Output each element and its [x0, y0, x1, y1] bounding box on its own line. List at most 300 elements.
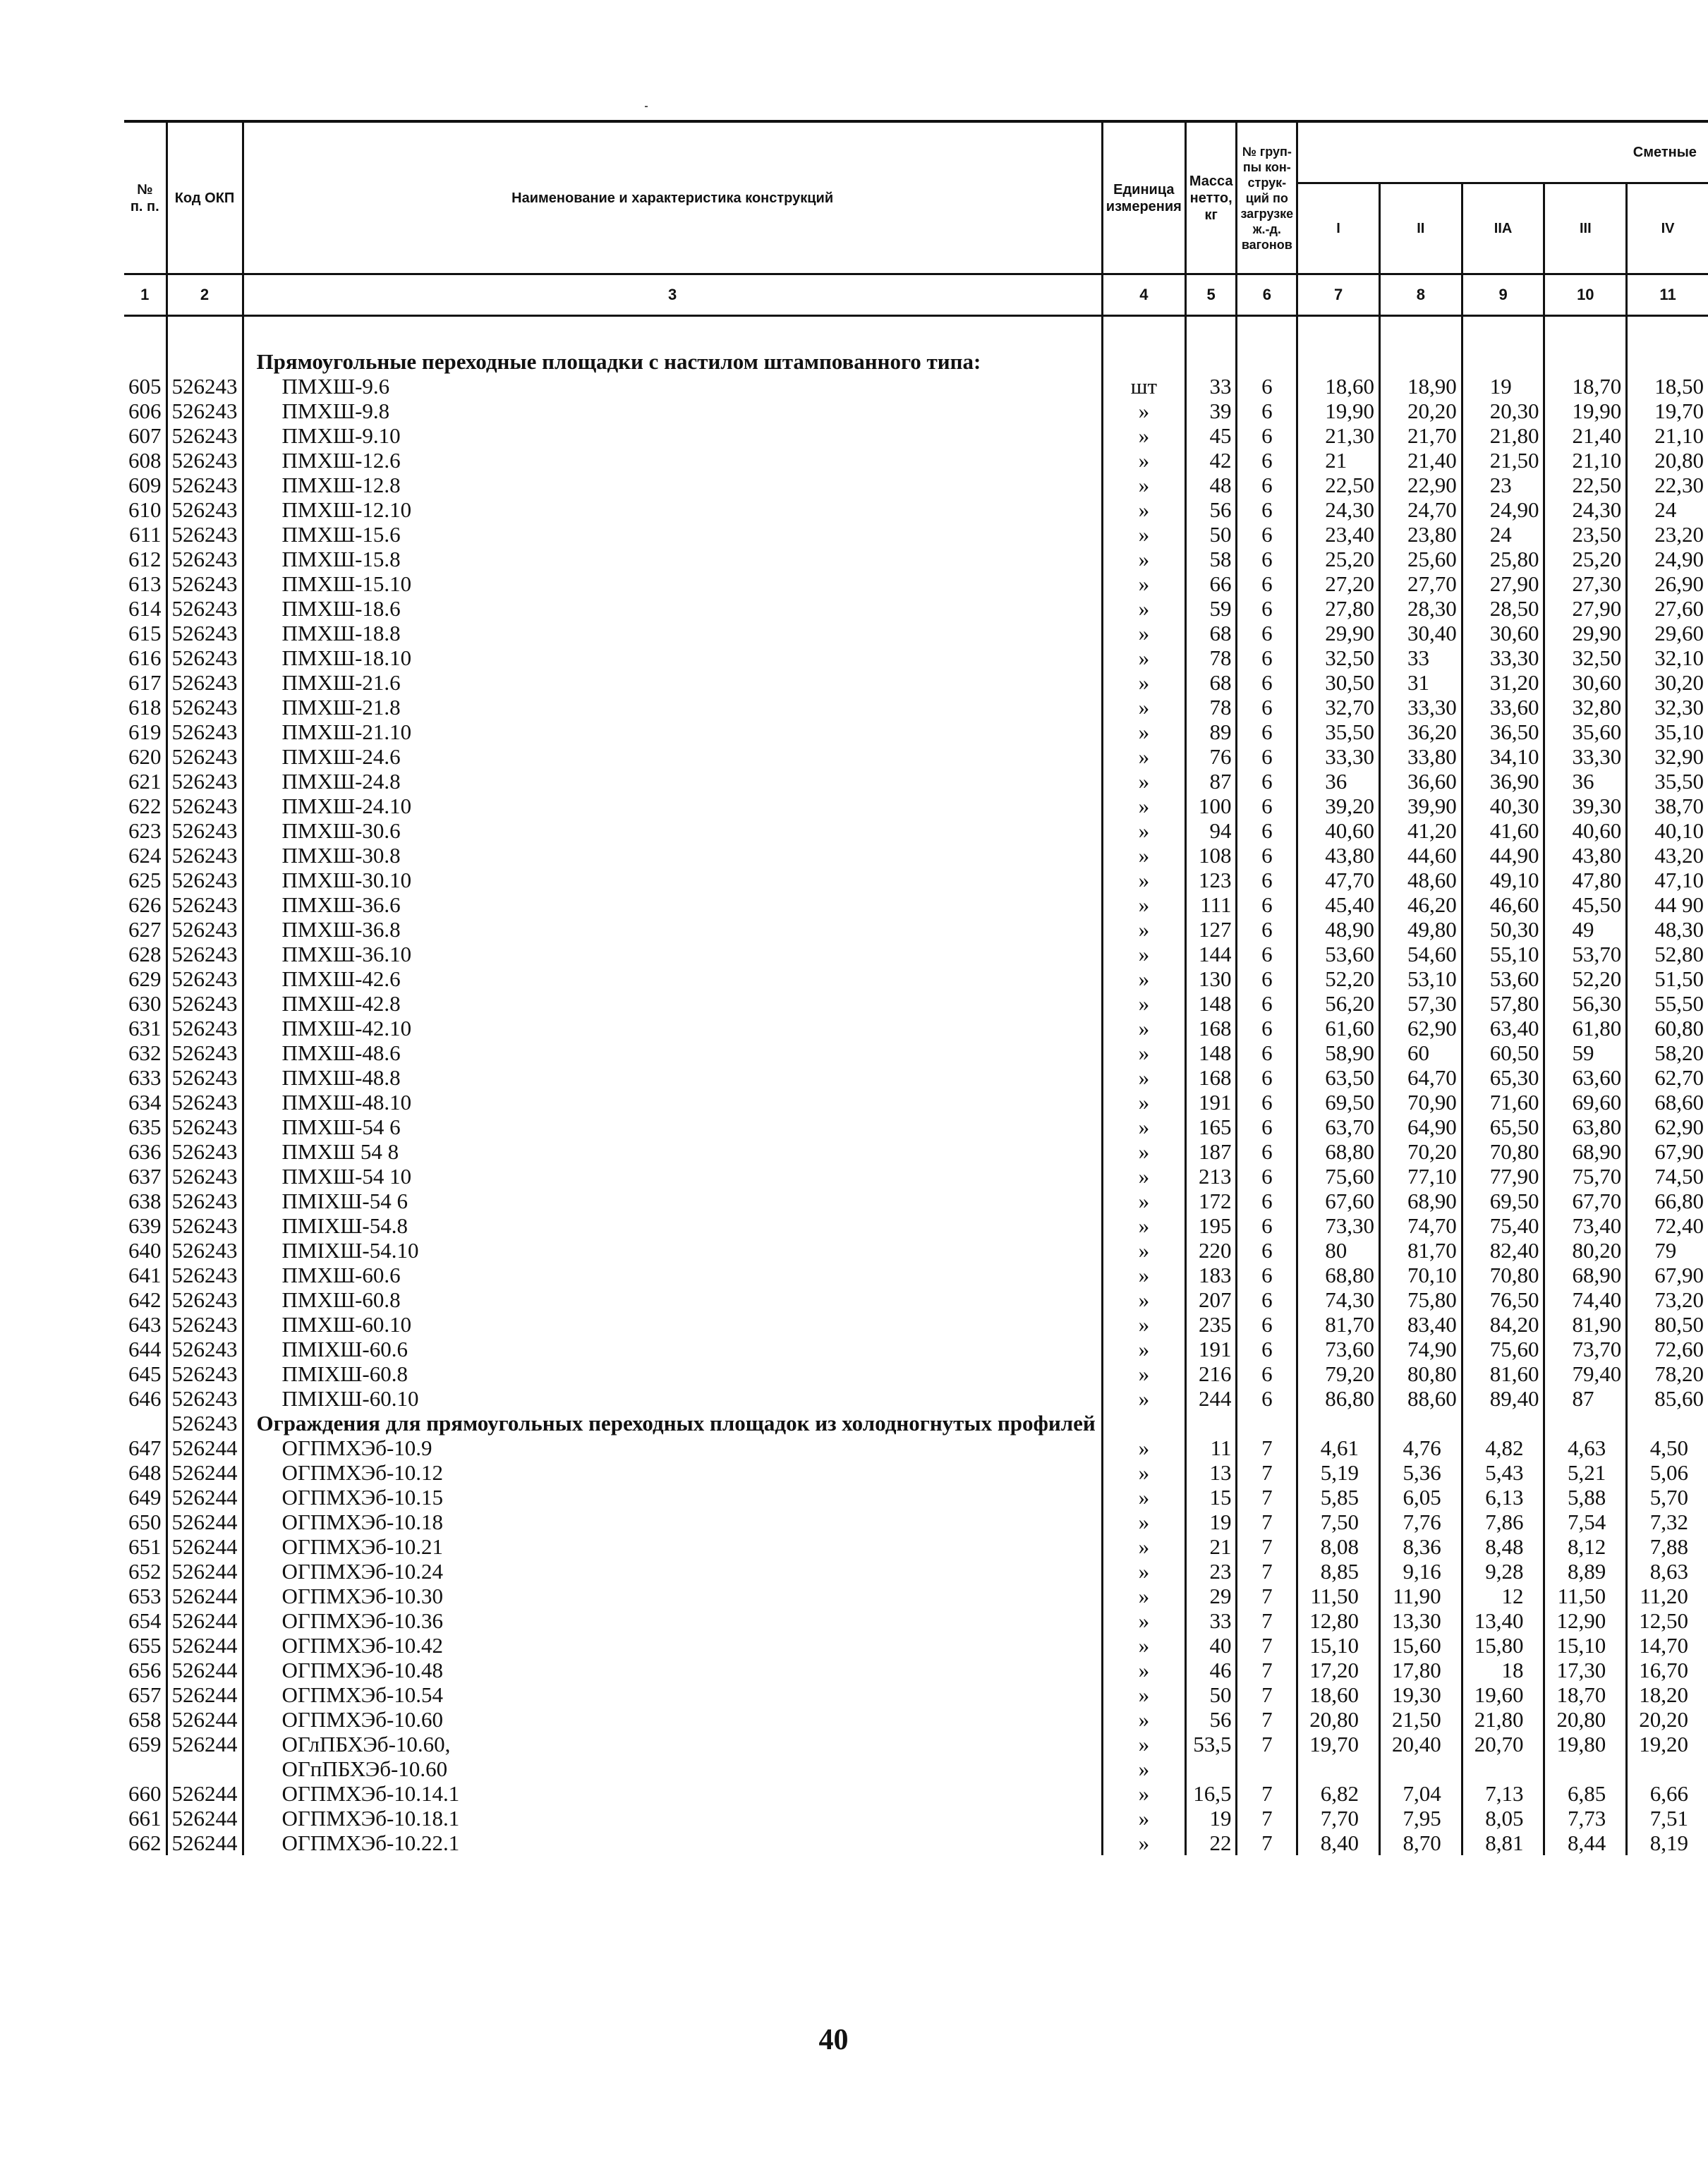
cell-number: 614 [128, 596, 162, 621]
cell-name: ПМХШ-30.6 [243, 818, 1102, 843]
cell-price-iia: 4,82 [1462, 1435, 1544, 1460]
cell-unit: » [1102, 1164, 1185, 1189]
cell-okp-code: 526244 [166, 1460, 243, 1485]
cell-price-iv: 32,30 [1627, 695, 1708, 720]
cell-price-iia: 25,80 [1462, 547, 1544, 571]
cell-price-iii: 21,40 [1544, 423, 1627, 448]
cell-name: ОГПМХЭб-10.12 [243, 1460, 1102, 1485]
cell-price-iv: 21,10 [1627, 423, 1708, 448]
empty-cell [243, 316, 1102, 350]
cell-mass: 235 [1185, 1312, 1237, 1337]
cell-number: 612 [128, 547, 162, 571]
empty-cell [1544, 349, 1627, 374]
cell-price-iii: 80,20 [1544, 1238, 1627, 1263]
table-row [124, 1164, 1708, 1189]
cell-price-iia: 65,50 [1462, 1115, 1544, 1139]
table-body [124, 316, 1708, 1856]
section-code: 526243 [166, 1411, 243, 1435]
section-code [166, 349, 243, 374]
cell-unit: » [1102, 695, 1185, 720]
cell-okp-code [166, 1756, 243, 1781]
cell-price-iii: 43,80 [1544, 843, 1627, 868]
cell-unit: » [1102, 942, 1185, 966]
cell-unit: » [1102, 1682, 1185, 1707]
cell-number: 656 [128, 1658, 162, 1682]
header-price-col: IIA [1462, 183, 1544, 274]
cell-name: ПМХШ-42.6 [243, 966, 1102, 991]
section-title-row [124, 1411, 1708, 1435]
empty-cell [1237, 349, 1297, 374]
cell-price-iv: 47,10 [1627, 868, 1708, 892]
cell-mass: 220 [1185, 1238, 1237, 1263]
cell-price-iv: 52,80 [1627, 942, 1708, 966]
table-row [124, 670, 1708, 695]
cell-number: 627 [128, 917, 162, 942]
cell-price-iv: 18,20 [1627, 1682, 1708, 1707]
cell-price-iii: 63,80 [1544, 1115, 1627, 1139]
section-title: Ограждения для прямоугольных переходных площадок из холодногнутых профилей [243, 1411, 1102, 1435]
cell-price-iv: 72,40 [1627, 1213, 1708, 1238]
cell-name: ПМХШ-15.8 [243, 547, 1102, 571]
cell-price-ii: 44,60 [1379, 843, 1462, 868]
cell-price-iii: 36 [1544, 769, 1627, 794]
cell-number: 631 [128, 1016, 162, 1040]
cell-number: 635 [128, 1115, 162, 1139]
cell-mass: 123 [1185, 868, 1237, 892]
cell-number: 607 [128, 423, 162, 448]
cell-okp-code: 526243 [166, 868, 243, 892]
cell-price-ii: 62,90 [1379, 1016, 1462, 1040]
cell-name: ПМХШ-36.10 [243, 942, 1102, 966]
cell-price-i: 56,20 [1297, 991, 1380, 1016]
table-row [124, 423, 1708, 448]
table-row [124, 1756, 1708, 1781]
cell-price-iia: 75,40 [1462, 1213, 1544, 1238]
cell-price-iia: 44,90 [1462, 843, 1544, 868]
cell-group: 6 [1237, 917, 1297, 942]
cell-price-iii: 5,21 [1544, 1460, 1627, 1485]
cell-mass: 216 [1185, 1361, 1237, 1386]
cell-number: 634 [128, 1090, 162, 1115]
cell-price-i: 18,60 [1297, 374, 1380, 399]
cell-okp-code: 526244 [166, 1806, 243, 1831]
cell-price-iia: 76,50 [1462, 1287, 1544, 1312]
cell-price-ii: 19,30 [1379, 1682, 1462, 1707]
cell-unit: » [1102, 1781, 1185, 1806]
cell-unit: » [1102, 1115, 1185, 1139]
cell-number: 617 [128, 670, 162, 695]
cell-price-i: 27,20 [1297, 571, 1380, 596]
cell-price-iia: 7,86 [1462, 1510, 1544, 1534]
cell-price-i: 25,20 [1297, 547, 1380, 571]
cell-name: ПМIХШ-60.8 [243, 1361, 1102, 1386]
cell-number: 647 [128, 1435, 162, 1460]
cell-price-ii: 54,60 [1379, 942, 1462, 966]
empty-cell [1185, 349, 1237, 374]
cell-price-iia: 63,40 [1462, 1016, 1544, 1040]
cell-okp-code: 526243 [166, 744, 243, 769]
cell-price-iia: 57,80 [1462, 991, 1544, 1016]
empty-cell [1627, 349, 1708, 374]
table-row [124, 843, 1708, 868]
cell-price-i: 52,20 [1297, 966, 1380, 991]
cell-group [1237, 1756, 1297, 1781]
cell-price-iii: 29,90 [1544, 621, 1627, 645]
cell-unit: » [1102, 448, 1185, 473]
cell-unit: » [1102, 1263, 1185, 1287]
cell-name: ОГПМХЭб-10.18.1 [243, 1806, 1102, 1831]
table-row [124, 1806, 1708, 1831]
table-row [124, 720, 1708, 744]
cell-price-ii: 48,60 [1379, 868, 1462, 892]
cell-mass: 59 [1185, 596, 1237, 621]
cell-price-iia: 55,10 [1462, 942, 1544, 966]
cell-number: 628 [128, 942, 162, 966]
table-row [124, 547, 1708, 571]
table-row [124, 1115, 1708, 1139]
cell-number: 624 [128, 843, 162, 868]
cell-price-i: 4,61 [1297, 1435, 1380, 1460]
cell-okp-code: 526243 [166, 374, 243, 399]
cell-price-iv: 20,20 [1627, 1707, 1708, 1732]
cell-number: 659 [128, 1732, 162, 1756]
table-row [124, 1608, 1708, 1633]
cell-price-iia: 30,60 [1462, 621, 1544, 645]
cell-price-iii: 47,80 [1544, 868, 1627, 892]
cell-okp-code: 526243 [166, 966, 243, 991]
cell-price-iv: 5,70 [1627, 1485, 1708, 1510]
table-row [124, 1287, 1708, 1312]
cell-price-iii: 33,30 [1544, 744, 1627, 769]
cell-group: 6 [1237, 1361, 1297, 1386]
cell-okp-code: 526243 [166, 522, 243, 547]
cell-price-ii: 81,70 [1379, 1238, 1462, 1263]
cell-price-iia: 5,43 [1462, 1460, 1544, 1485]
cell-unit: » [1102, 868, 1185, 892]
cell-name: ОГПМХЭб-10.21 [243, 1534, 1102, 1559]
cell-name: ПМХШ-12.6 [243, 448, 1102, 473]
cell-price-i: 73,30 [1297, 1213, 1380, 1238]
cell-price-iv: 4,50 [1627, 1435, 1708, 1460]
cell-price-ii: 36,60 [1379, 769, 1462, 794]
cell-price-i: 32,70 [1297, 695, 1380, 720]
cell-price-iia: 8,81 [1462, 1831, 1544, 1855]
cell-mass: 78 [1185, 645, 1237, 670]
cell-price-iv: 19,20 [1627, 1732, 1708, 1756]
cell-price-ii: 24,70 [1379, 497, 1462, 522]
cell-unit: » [1102, 1386, 1185, 1411]
cell-unit: » [1102, 1065, 1185, 1090]
cell-name: ПМХШ-30.10 [243, 868, 1102, 892]
cell-okp-code: 526244 [166, 1732, 243, 1756]
cell-mass: 148 [1185, 1040, 1237, 1065]
header-col-number: 8 [1379, 274, 1462, 316]
table-row [124, 1633, 1708, 1658]
cell-mass: 33 [1185, 374, 1237, 399]
cell-price-iia: 9,28 [1462, 1559, 1544, 1584]
cell-price-i: 32,50 [1297, 645, 1380, 670]
cell-price-i: 29,90 [1297, 621, 1380, 645]
empty-cell [124, 316, 166, 350]
cell-okp-code: 526243 [166, 991, 243, 1016]
cell-number: 616 [128, 645, 162, 670]
cell-mass: 56 [1185, 497, 1237, 522]
cell-price-i: 79,20 [1297, 1361, 1380, 1386]
cell-price-iv: 55,50 [1627, 991, 1708, 1016]
cell-price-iia: 24 [1462, 522, 1544, 547]
cell-unit: » [1102, 1189, 1185, 1213]
cell-price-iv: 8,19 [1627, 1831, 1708, 1855]
cell-price-i: 47,70 [1297, 868, 1380, 892]
cell-mass: 191 [1185, 1090, 1237, 1115]
cell-mass: 168 [1185, 1016, 1237, 1040]
cell-group: 7 [1237, 1485, 1297, 1510]
cell-price-i: 35,50 [1297, 720, 1380, 744]
table-row [124, 1189, 1708, 1213]
cell-price-ii: 36,20 [1379, 720, 1462, 744]
table-row [124, 991, 1708, 1016]
table-row [124, 374, 1708, 399]
cell-unit: » [1102, 670, 1185, 695]
cell-name: ПМХШ-60.8 [243, 1287, 1102, 1312]
cell-price-i: 43,80 [1297, 843, 1380, 868]
cell-mass: 23 [1185, 1559, 1237, 1584]
cell-mass: 13 [1185, 1460, 1237, 1485]
cell-price-iii: 24,30 [1544, 497, 1627, 522]
cell-price-i: 23,40 [1297, 522, 1380, 547]
cell-group: 6 [1237, 423, 1297, 448]
cell-price-iia: 75,60 [1462, 1337, 1544, 1361]
header-col-number: 11 [1627, 274, 1708, 316]
cell-number: 638 [128, 1189, 162, 1213]
table-row [124, 1040, 1708, 1065]
cell-price-ii: 25,60 [1379, 547, 1462, 571]
column-number-row [124, 274, 1708, 316]
cell-price-ii: 8,36 [1379, 1534, 1462, 1559]
cell-price-iv: 20,80 [1627, 448, 1708, 473]
cell-price-i: 30,50 [1297, 670, 1380, 695]
cell-price-iii: 63,60 [1544, 1065, 1627, 1090]
cell-name: ОГПМХЭб-10.54 [243, 1682, 1102, 1707]
cell-price-iia: 12 [1462, 1584, 1544, 1608]
cell-mass: 108 [1185, 843, 1237, 868]
header-col-number: 6 [1237, 274, 1297, 316]
cell-number: 632 [128, 1040, 162, 1065]
cell-price-iia: 50,30 [1462, 917, 1544, 942]
cell-name: ПМХШ-24.10 [243, 794, 1102, 818]
cell-okp-code: 526243 [166, 399, 243, 423]
cell-price-iia: 40,30 [1462, 794, 1544, 818]
cell-name: ПМХШ-54 6 [243, 1115, 1102, 1139]
cell-mass: 168 [1185, 1065, 1237, 1090]
cell-price-iia: 81,60 [1462, 1361, 1544, 1386]
cell-number: 618 [128, 695, 162, 720]
cell-number: 648 [128, 1460, 162, 1485]
cell-group: 6 [1237, 473, 1297, 497]
cell-group: 6 [1237, 843, 1297, 868]
cell-price-i: 74,30 [1297, 1287, 1380, 1312]
cell-name: ОГлПБХЭб-10.60, [243, 1732, 1102, 1756]
cell-name: ПМХШ-48.6 [243, 1040, 1102, 1065]
cell-group: 6 [1237, 1312, 1297, 1337]
cell-group: 6 [1237, 1213, 1297, 1238]
cell-price-ii [1379, 1756, 1462, 1781]
cell-price-i: 68,80 [1297, 1263, 1380, 1287]
cell-price-i: 5,85 [1297, 1485, 1380, 1510]
cell-mass: 111 [1185, 892, 1237, 917]
cell-price-ii: 5,36 [1379, 1460, 1462, 1485]
cell-number: 644 [128, 1337, 162, 1361]
cell-price-iii: 49 [1544, 917, 1627, 942]
cell-unit: » [1102, 1584, 1185, 1608]
cell-number: 629 [128, 966, 162, 991]
cell-price-iv: 29,60 [1627, 621, 1708, 645]
cell-price-i: 48,90 [1297, 917, 1380, 942]
table-row [124, 942, 1708, 966]
cell-okp-code: 526243 [166, 1016, 243, 1040]
cell-price-iv: 5,06 [1627, 1460, 1708, 1485]
cell-mass: 191 [1185, 1337, 1237, 1361]
cell-price-iv: 48,30 [1627, 917, 1708, 942]
cell-okp-code: 526244 [166, 1584, 243, 1608]
cell-unit: » [1102, 1485, 1185, 1510]
cell-name: ОГПМХЭб-10.42 [243, 1633, 1102, 1658]
cell-number: 662 [128, 1831, 162, 1855]
spacer-row [124, 316, 1708, 350]
cell-group: 6 [1237, 744, 1297, 769]
cell-unit: » [1102, 1707, 1185, 1732]
cell-name: ПМХШ-36.6 [243, 892, 1102, 917]
table-row [124, 1707, 1708, 1732]
page-number: 40 [818, 2024, 849, 2056]
empty-cell [1297, 349, 1380, 374]
cell-name: ПМХШ-42.8 [243, 991, 1102, 1016]
cell-unit: » [1102, 1213, 1185, 1238]
cell-okp-code: 526243 [166, 1361, 243, 1386]
table-row [124, 571, 1708, 596]
cell-price-iv: 58,20 [1627, 1040, 1708, 1065]
cell-okp-code: 526243 [166, 645, 243, 670]
cell-number: 652 [128, 1559, 162, 1584]
cell-number: 645 [128, 1361, 162, 1386]
cell-price-iia: 36,50 [1462, 720, 1544, 744]
cell-mass: 100 [1185, 794, 1237, 818]
cell-price-i: 45,40 [1297, 892, 1380, 917]
empty-cell [1185, 1411, 1237, 1435]
cell-name: ОГПМХЭб-10.48 [243, 1658, 1102, 1682]
cell-number: 633 [128, 1065, 162, 1090]
cell-price-i: 63,70 [1297, 1115, 1380, 1139]
cell-mass: 89 [1185, 720, 1237, 744]
cell-price-ii: 20,20 [1379, 399, 1462, 423]
cell-price-ii: 13,30 [1379, 1608, 1462, 1633]
cell-price-iii: 8,89 [1544, 1559, 1627, 1584]
cell-price-iia: 23 [1462, 473, 1544, 497]
empty-cell [1297, 316, 1380, 350]
cell-price-i: 24,30 [1297, 497, 1380, 522]
cell-unit: » [1102, 1361, 1185, 1386]
cell-group: 7 [1237, 1435, 1297, 1460]
cell-price-ii: 88,60 [1379, 1386, 1462, 1411]
cell-price-i: 67,60 [1297, 1189, 1380, 1213]
cell-name: ПМХШ-48.8 [243, 1065, 1102, 1090]
cell-price-iii: 12,90 [1544, 1608, 1627, 1633]
cell-group: 6 [1237, 794, 1297, 818]
empty-cell [124, 1411, 166, 1435]
cell-price-iia: 84,20 [1462, 1312, 1544, 1337]
cell-group: 7 [1237, 1510, 1297, 1534]
cell-price-iv [1627, 1756, 1708, 1781]
cell-price-iii: 79,40 [1544, 1361, 1627, 1386]
header-group: № груп- пы кон- струк- ций по загрузке ж.-д. вагонов [1237, 121, 1297, 274]
cell-name: ОГПМХЭб-10.36 [243, 1608, 1102, 1633]
cell-price-iii: 73,40 [1544, 1213, 1627, 1238]
cell-price-ii: 70,20 [1379, 1139, 1462, 1164]
cell-okp-code: 526244 [166, 1658, 243, 1682]
cell-price-i [1297, 1756, 1380, 1781]
cell-price-iv: 66,80 [1627, 1189, 1708, 1213]
cell-price-iia: 69,50 [1462, 1189, 1544, 1213]
cell-name: ПМХШ-24.8 [243, 769, 1102, 794]
cell-number: 654 [128, 1608, 162, 1633]
cell-name: ПМХШ-54 10 [243, 1164, 1102, 1189]
cell-name: ПМХШ-9.6 [243, 374, 1102, 399]
cell-price-iia: 21,80 [1462, 1707, 1544, 1732]
cell-price-i: 27,80 [1297, 596, 1380, 621]
cell-group: 6 [1237, 720, 1297, 744]
cell-price-iv: 78,20 [1627, 1361, 1708, 1386]
cell-name: ПМХШ-12.8 [243, 473, 1102, 497]
cell-mass: 22 [1185, 1831, 1237, 1855]
cell-price-iia: 18 [1462, 1658, 1544, 1682]
cell-price-iia: 70,80 [1462, 1263, 1544, 1287]
table-row [124, 769, 1708, 794]
cell-mass: 42 [1185, 448, 1237, 473]
cell-price-iv: 72,60 [1627, 1337, 1708, 1361]
cell-group: 6 [1237, 868, 1297, 892]
cell-group: 6 [1237, 497, 1297, 522]
cell-price-iii: 20,80 [1544, 1707, 1627, 1732]
cell-name: ПМХШ 54 8 [243, 1139, 1102, 1164]
table-header [124, 121, 1708, 316]
table-row [124, 596, 1708, 621]
cell-name: ПМХШ-42.10 [243, 1016, 1102, 1040]
header-unit: Единица измерения [1102, 121, 1185, 274]
cell-price-iii: 5,88 [1544, 1485, 1627, 1510]
cell-price-ii: 83,40 [1379, 1312, 1462, 1337]
cell-price-iv: 38,70 [1627, 794, 1708, 818]
cell-okp-code: 526243 [166, 843, 243, 868]
cell-price-ii: 33 [1379, 645, 1462, 670]
cell-price-iv: 24 [1627, 497, 1708, 522]
cell-price-iii: 6,85 [1544, 1781, 1627, 1806]
cell-name: ПМХШ-18.8 [243, 621, 1102, 645]
cell-okp-code: 526243 [166, 1213, 243, 1238]
cell-price-iii: 87 [1544, 1386, 1627, 1411]
cell-okp-code: 526243 [166, 547, 243, 571]
cell-price-iv: 7,32 [1627, 1510, 1708, 1534]
cell-mass: 56 [1185, 1707, 1237, 1732]
cell-price-iv: 32,10 [1627, 645, 1708, 670]
cell-number: 639 [128, 1213, 162, 1238]
cell-okp-code: 526243 [166, 473, 243, 497]
table-row [124, 1534, 1708, 1559]
cell-group: 6 [1237, 1115, 1297, 1139]
empty-cell [1462, 316, 1544, 350]
table-row [124, 868, 1708, 892]
cell-price-ii: 64,90 [1379, 1115, 1462, 1139]
cell-price-iv: 74,50 [1627, 1164, 1708, 1189]
